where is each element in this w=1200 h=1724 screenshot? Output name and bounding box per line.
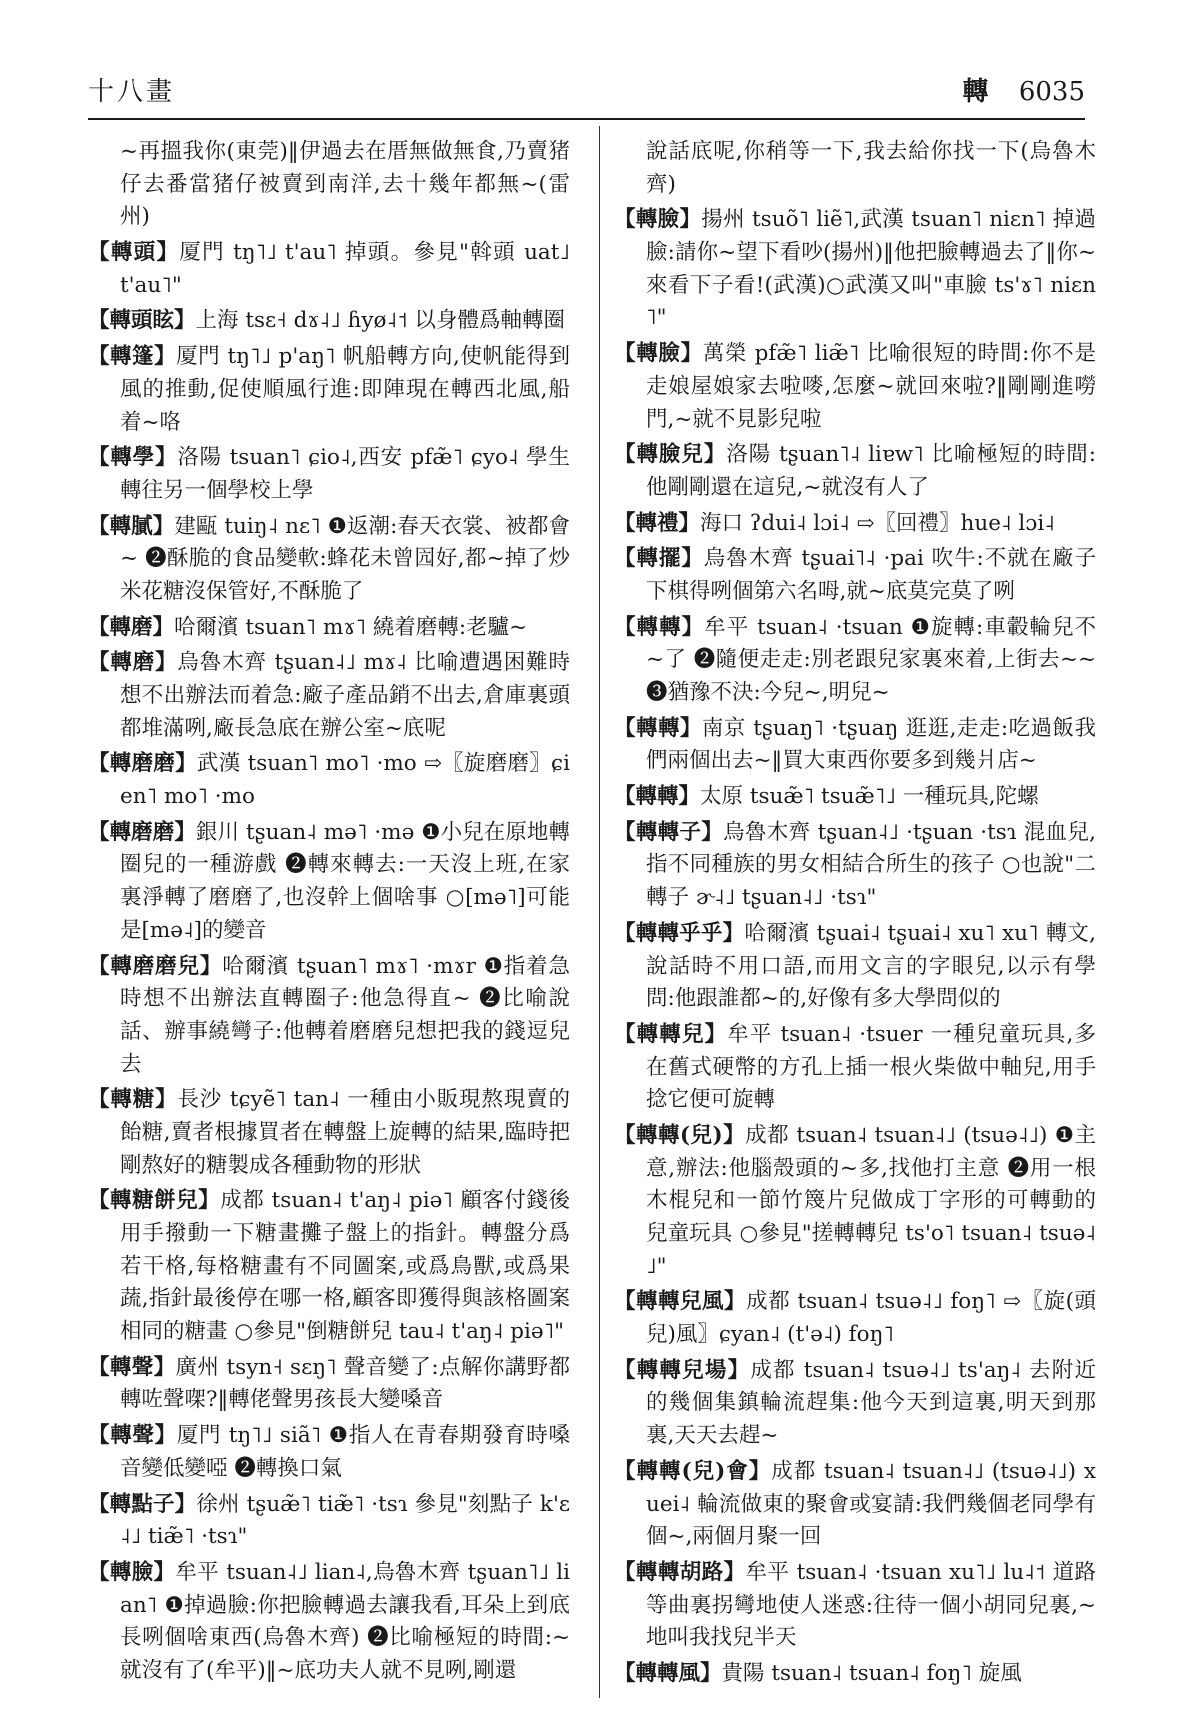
dictionary-entry <box>88 341 570 439</box>
headword: 【轉聲】 <box>88 1423 177 1449</box>
headword: 【轉臉】 <box>614 207 702 233</box>
entry-text: ~再搵我你(東莞)‖伊過去在厝無做無食,乃賣猪仔去番當猪仔被賣到南洋,去十幾年都無~(雷州) <box>120 139 570 230</box>
entry-text: 厦門 tŋ˥˩ t'au˥ 掉頭。參見"斡頭 uat˩ t'au˥" <box>120 240 570 298</box>
dictionary-entry <box>88 748 570 813</box>
headword: 【轉點子】 <box>88 1491 197 1517</box>
entry-text: 海口 ʔdui˨ lɔi˨ ⇨〖回禮〗hue˨ lɔi˨ <box>700 510 1055 536</box>
headword: 【轉篷】 <box>88 344 177 370</box>
page-header <box>88 68 1085 120</box>
headword: 【轉轉兒風】 <box>614 1289 747 1315</box>
entry-text: 上海 tsɛ˧ dɤ˨˩ ɦyø˨˦ 以身體爲軸轉圈 <box>195 308 566 334</box>
entry-text: 烏魯木齊 tʂuai˥˨ ·pai 吹牛:不就在廠子下棋得咧個第六名呣,就~底莫完莫了咧 <box>646 546 1096 604</box>
dictionary-entry <box>614 1019 1096 1117</box>
right-column <box>614 136 1096 1694</box>
entry-text: 烏魯木齊 tʂuan˨˩ mɤ˨ 比喻遭遇困難時想不出辦法而着急:廠子產品銷不出去,倉庫裏頭都堆滿咧,廠長急底在辦公室~底呢 <box>120 650 570 741</box>
headword: 【轉轉兒場】 <box>614 1357 751 1383</box>
entry-text: 牟平 tsuan˨ ·tsuan xu˥˩ lu˨˦ 道路等曲裏拐彎地使人迷惑:往待一個小胡同兒裏,~地叫我找兒半天 <box>646 1559 1096 1651</box>
dictionary-entry <box>614 543 1096 608</box>
entry-text: 成都 tsuan˨ tsuan˨˩ (tsuə˨˩) xuei˨ 輪流做東的聚會或宴請:我們幾個老同學有個~,兩個月聚一回 <box>646 1458 1096 1550</box>
entry-text: 厦門 tŋ˥˩ p'aŋ˥ 帆船轉方向,使帆能得到風的推動,促使順風行進:即陣現在轉西北風,船着~咯 <box>120 344 570 435</box>
entry-text: 哈爾濱 tʂuai˨ tʂuai˨ xu˥ xu˥ 轉文,說話時不用口語,而用文言的字眼兒,以示有學問:他跟誰都~的,好像有多大學問似的 <box>646 920 1096 1012</box>
headword: 【轉糖】 <box>88 1087 178 1113</box>
entry-text: 廣州 tsyn˧ sɛŋ˥ 聲音變了:点解你講野都轉咗聲㗎?‖轉佬聲男孩長大變嗓音 <box>120 1354 570 1413</box>
headword: 【轉轉】 <box>614 784 701 810</box>
dictionary-entry <box>614 1557 1096 1655</box>
entry-continuation <box>88 136 570 234</box>
entry-text: 武漢 tsuan˥ mo˥ ·mo ⇨〖旋磨磨〗ɕien˥ mo˥ ·mo <box>120 751 570 810</box>
entry-text: 哈爾濱 tʂuan˥ mɤ˥ ·mɤr ❶指着急時想不出辦法直轉圈子:他急得直~ ❷比喻說話、辦事繞彎子:他轉着磨磨兒想把我的錢逗兒去 <box>120 953 570 1077</box>
entry-text: 揚州 tsuõ˥ liẽ˥,武漢 tsuan˥ niɛn˥ 掉過臉:請你~望下看吵(揚州)‖他把臉轉過去了‖你~來看下子看!(武漢)○武漢又叫"車臉 ts'ɤ˥ niɛn˥" <box>646 207 1096 331</box>
entry-text: 洛陽 tsuan˥ ɕio˨,西安 pfæ̃˥ ɕyo˨ 學生轉往另一個學校上學 <box>120 445 570 503</box>
dictionary-entry <box>88 305 570 338</box>
dictionary-entry <box>88 612 570 645</box>
entry-continuation <box>614 136 1096 201</box>
headword: 【轉頭眩】 <box>88 308 196 334</box>
entry-text: 哈爾濱 tsuan˥ mɤ˥ 繞着磨轉:老驢~ <box>174 614 528 640</box>
headword: 【轉轉(兒)會】 <box>614 1458 772 1484</box>
dictionary-entry <box>614 918 1096 1016</box>
left-column <box>88 136 570 1691</box>
page-number: 6035 <box>1018 77 1085 107</box>
headword: 【轉頭】 <box>88 240 180 266</box>
entry-text: 銀川 tʂuan˨ mə˥ ·mə ❶小兒在原地轉圈兒的一種游戲 ❷轉來轉去:一天沒上班,在家裏淨轉了磨磨了,也沒幹上個啥事 ○[mə˥]可能是[mə˨]的變音 <box>120 819 570 943</box>
headword: 【轉臉兒】 <box>614 442 727 468</box>
dictionary-entry <box>614 1286 1096 1351</box>
dictionary-entry <box>88 1489 570 1554</box>
dictionary-entry <box>88 1084 570 1182</box>
entry-text: 成都 tsuan˨ tsuan˨˩ (tsuə˨˩) ❶主意,辦法:他腦殼頭的~多,找他打主意 ❷用一根木棍兒和一節竹篾片兒做成丁字形的可轉動的兒童玩具 ○參見"搓轉轉兒 ts'o˥ tsuan˨ tsuə˨˩" <box>646 1122 1096 1279</box>
running-head <box>963 71 1085 108</box>
dictionary-entry <box>88 647 570 745</box>
dictionary-entry <box>88 442 570 507</box>
dictionary-entry <box>614 439 1096 504</box>
entry-text: 成都 tsuan˨ tsuə˨˩ ts'aŋ˨ 去附近的幾個集鎮輪流趕集:他今天到這裏,明天到那裏,天天去趕~ <box>646 1357 1096 1449</box>
headword: 【轉轉風】 <box>614 1660 722 1686</box>
dictionary-entry <box>88 1185 570 1348</box>
entry-text: 牟平 tsuan˨ ·tsuer 一種兒童玩具,多在舊式硬幣的方孔上插一根火柴做中軸兒,用手捻它便可旋轉 <box>646 1021 1096 1113</box>
headword: 【轉磨磨】 <box>88 819 196 845</box>
entry-text: 成都 tsuan˨ t'aŋ˨ piə˥ 顧客付錢後用手撥動一下糖畫攤子盤上的指針。轉盤分爲若干格,每格糖畫有不同圖案,或爲鳥獸,或爲果蔬,指針最後停在哪一格,顧客即獲得與該格圖案相同的糖畫 ○參見"倒糖餅兒 tau˨ t'aŋ˨ piə˥" <box>120 1188 570 1345</box>
dictionary-entry <box>88 1420 570 1485</box>
entry-text: 貴陽 tsuan˨ tsuan˨ foŋ˥ 旋風 <box>721 1660 1022 1686</box>
headword: 【轉磨磨】 <box>88 751 197 777</box>
headword: 【轉糖餅兒】 <box>88 1188 221 1214</box>
dictionary-entry <box>88 237 570 302</box>
headword: 【轉磨磨兒】 <box>88 953 223 979</box>
entry-text: 牟平 tsuan˨ ·tsuan ❶旋轉:車轂輪兒不~了 ❷隨便走走:別老跟兒家裏來着,上街去~~ ❸猶豫不決:今兒~,明兒~ <box>646 614 1096 705</box>
dictionary-entry <box>614 1456 1096 1554</box>
column-divider <box>599 126 600 1698</box>
headword: 【轉轉胡路】 <box>614 1559 746 1585</box>
dictionary-entry <box>88 817 570 948</box>
headword: 【轉聲】 <box>88 1354 176 1380</box>
entry-text: 洛陽 tʂuan˥˨ liɐw˥ 比喻極短的時間:他剛剛還在這兒,~就沒有人了 <box>646 442 1096 500</box>
dictionary-entry <box>614 781 1096 814</box>
headword: 【轉學】 <box>88 445 178 471</box>
entry-text: 徐州 tʂuæ̃˥ tiæ̃˥ ·tsɿ 參見"刻點子 k'ɛ˨˩ tiæ̃˥ ·tsɿ" <box>120 1491 570 1550</box>
dictionary-entry <box>88 1352 570 1417</box>
entry-text: 牟平 tsuan˨˩ lian˨,烏魯木齊 tʂuan˥˩ lian˥ ❶掉過臉:你把臉轉過去讓我看,耳朵上到底長咧個啥東西(烏魯木齊) ❷比喻極短的時間:~就沒有了(牟平)‖~底功夫人就不見咧,剛還 <box>120 1559 570 1683</box>
dictionary-entry <box>614 508 1096 541</box>
dictionary-entry <box>614 204 1096 335</box>
headword: 【轉轉】 <box>614 715 702 741</box>
dictionary-entry <box>88 1557 570 1688</box>
headword: 【轉轉(兒)】 <box>614 1122 746 1148</box>
dictionary-entry <box>614 713 1096 778</box>
dictionary-entry <box>614 817 1096 915</box>
headword: 【轉膩】 <box>88 513 175 539</box>
section-label: 十八畫 <box>88 77 176 107</box>
headword: 【轉擺】 <box>614 546 704 572</box>
headword: 【轉轉乎乎】 <box>614 920 745 946</box>
entry-text: 建甌 tuiŋ˨ nɛ˥ ❶返潮:春天衣裳、被都會~ ❷酥脆的食品變軟:蜂花未曾囥好,都~掉了炒米花糖沒保管好,不酥脆了 <box>120 513 570 604</box>
dictionary-entry <box>614 1658 1096 1691</box>
headword: 【轉磨】 <box>88 650 178 676</box>
headword: 【轉轉子】 <box>614 819 724 845</box>
entry-text: 成都 tsuan˨ tsuə˨˩ foŋ˥ ⇨〖旋(頭兒)風〗ɕyan˨ (t'ə˨) foŋ˥ <box>646 1289 1096 1348</box>
headword: 【轉轉】 <box>614 614 705 640</box>
headword: 【轉臉】 <box>614 341 703 367</box>
headword: 【轉磨】 <box>88 614 175 640</box>
dictionary-entry <box>88 511 570 609</box>
dictionary-entry <box>614 338 1096 436</box>
running-head-char: 轉 <box>962 77 989 107</box>
entry-text: 長沙 tɕyẽ˥ tan˨ 一種由小販現熬現賣的飴糖,賣者根據買者在轉盤上旋轉的結果,臨時把剛熬好的糖製成各種動物的形狀 <box>120 1087 570 1178</box>
dictionary-entry <box>88 951 570 1082</box>
headword: 【轉臉】 <box>88 1559 176 1585</box>
dictionary-entry <box>614 1120 1096 1283</box>
headword: 【轉轉兒】 <box>614 1021 728 1047</box>
entry-text: 烏魯木齊 tʂuan˨˩ ·tʂuan ·tsɿ 混血兒,指不同種族的男女相結合所生的孩子 ○也說"二轉子 ɚ˨˩ tʂuan˨˩ ·tsɿ" <box>646 819 1096 911</box>
dictionary-entry <box>614 1355 1096 1453</box>
entry-text: 南京 tʂuaŋ˥ ·tʂuaŋ 逛逛,走走:吃過飯我們兩個出去~‖買大東西你要多到幾爿店~ <box>646 715 1096 774</box>
headword: 【轉禮】 <box>614 510 701 536</box>
entry-text: 萬榮 pfæ̃˥ liæ̃˥ 比喻很短的時間:你不是走娘屋娘家去啦嘜,怎麼~就回來啦?‖剛剛進嘮門,~就不見影兒啦 <box>646 341 1096 432</box>
entry-text: 厦門 tŋ˥˩ siã˥ ❶指人在青春期發育時嗓音變低變啞 ❷轉換口氣 <box>120 1423 570 1481</box>
dictionary-entry <box>614 612 1096 710</box>
entry-text: 太原 tsuæ̃˥ tsuæ̃˥˩ 一種玩具,陀螺 <box>700 784 1039 810</box>
entry-text: 說話底呢,你稍等一下,我去給你找一下(烏魯木齊) <box>646 139 1096 197</box>
